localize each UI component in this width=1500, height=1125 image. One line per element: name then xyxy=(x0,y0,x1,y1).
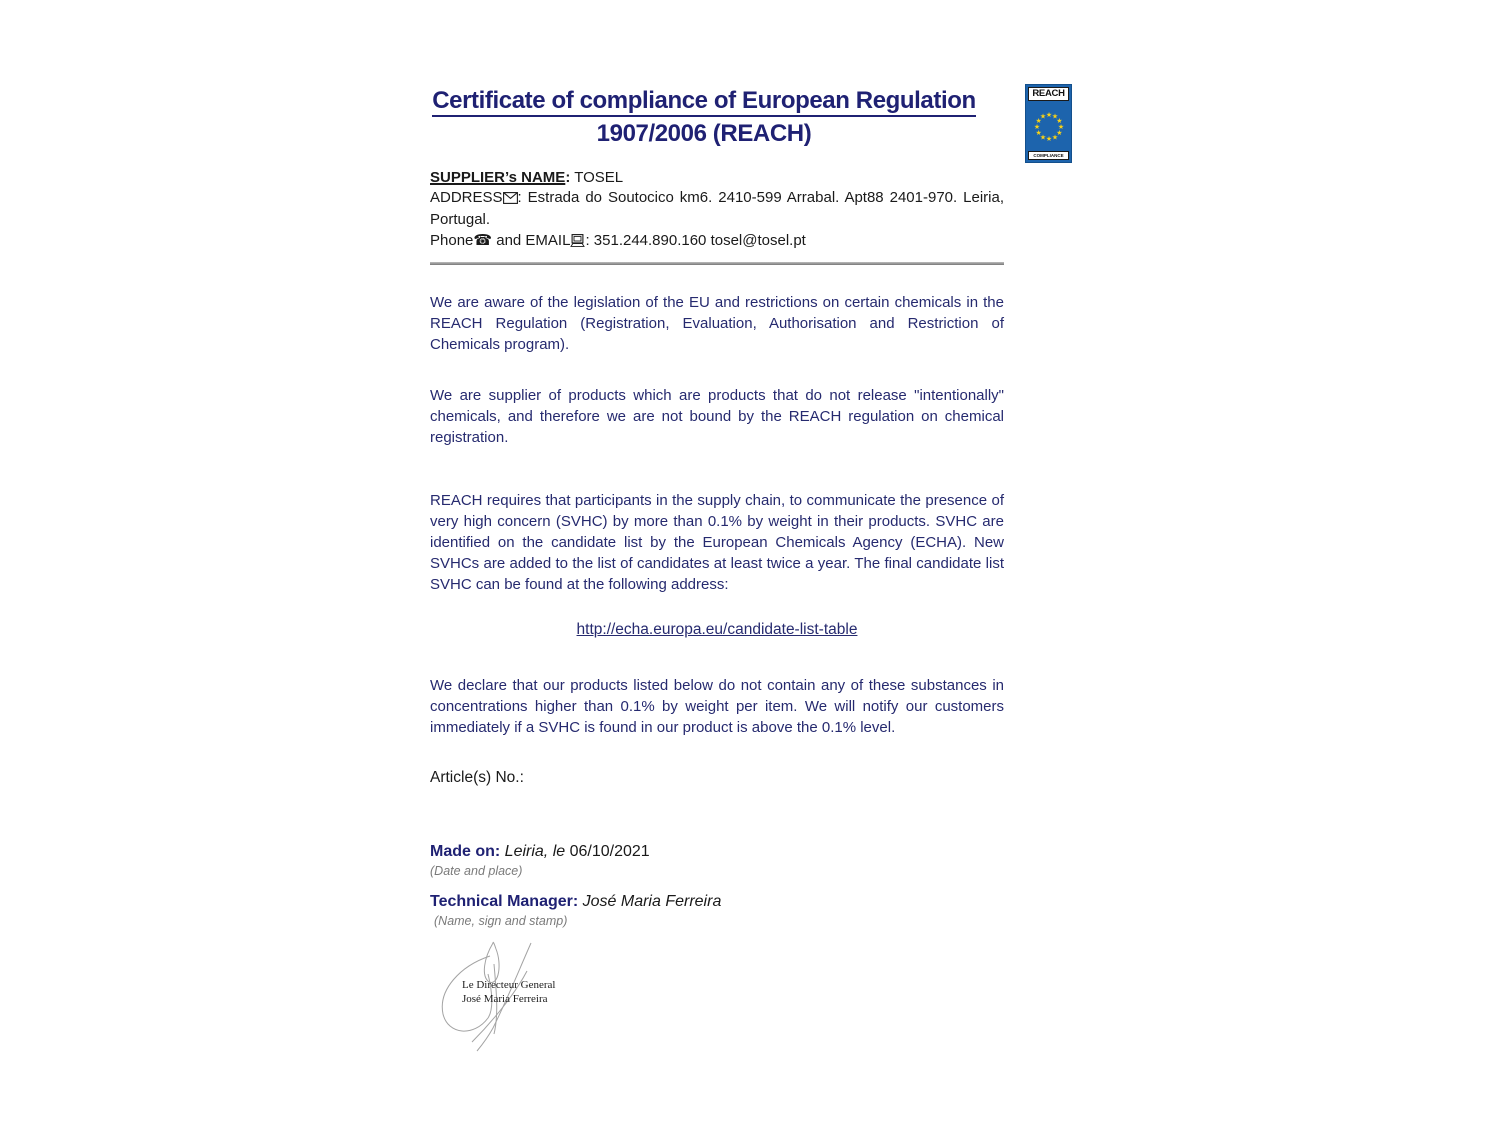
candidate-list-link-line xyxy=(430,621,1004,639)
name-sign-stamp-note: (Name, sign and stamp) xyxy=(434,914,568,928)
title-line-1: Certificate of compliance of European Regulation xyxy=(432,87,976,117)
phone-label: Phone xyxy=(430,232,474,249)
technical-manager-line xyxy=(430,893,721,911)
envelope-icon xyxy=(503,190,518,210)
eu-star-icon: ★ xyxy=(1051,112,1059,121)
article-number-label: Article(s) No.: xyxy=(430,769,524,786)
eu-star-icon: ★ xyxy=(1051,133,1059,142)
telephone-icon: ☎ xyxy=(473,231,493,249)
email-label: and EMAIL xyxy=(492,232,571,249)
made-on-label: Made on: xyxy=(430,843,501,860)
technical-manager-label: Technical Manager: xyxy=(430,893,579,910)
reach-logo-label: REACH xyxy=(1028,87,1069,101)
contact-value: : 351.244.890.160 tosel@tosel.pt xyxy=(585,232,806,249)
made-on-date: 06/10/2021 xyxy=(569,843,650,860)
compliance-logo-label: COMPLIANCE xyxy=(1028,151,1069,160)
technical-manager-name: José Maria Ferreira xyxy=(578,893,722,910)
supplier-block xyxy=(430,168,1004,253)
eu-star-icon: ★ xyxy=(1035,129,1042,137)
eu-star-icon: ★ xyxy=(1039,112,1047,121)
reach-compliance-logo xyxy=(1025,84,1072,163)
eu-star-icon: ★ xyxy=(1035,117,1042,125)
eu-star-icon: ★ xyxy=(1045,111,1053,119)
stamp-text-line-1: Le Directeur General xyxy=(462,979,556,991)
title-line-2: 1907/2006 (REACH) xyxy=(596,120,812,147)
paragraph-declaration: We declare that our products listed below do not contain any of these substances in concentrations higher than 0.1% by weight per item. We will notify our customers immediately if a SVHC is found in our product is above the 0.1% level. xyxy=(430,677,1004,736)
eu-star-icon: ★ xyxy=(1045,135,1053,143)
address-value: : Estrada do Soutocico km6. 2410-599 Arrabal. Apt88 2401-970. Leiria, Portugal. xyxy=(430,189,1004,228)
eu-star-icon: ★ xyxy=(1056,129,1063,137)
supplier-name-value: TOSEL xyxy=(570,169,624,186)
paragraph-supplier-status: We are supplier of products which are products that do not release "intentionally" chemicals, and therefore we are not bound by the REACH regulation on chemical registration. xyxy=(430,387,1004,446)
supplier-name-line: SUPPLIER’s NAME: TOSEL xyxy=(430,169,624,186)
date-place-note: (Date and place) xyxy=(430,864,523,878)
supplier-contact-line xyxy=(430,230,1004,253)
supplier-address-line xyxy=(430,188,1004,230)
signature-block xyxy=(430,940,570,1065)
paragraph-reach-requirements: REACH requires that participants in the supply chain, to communicate the presence of very high concern (SVHC) by more than 0.1% by weight in their products. SVHC are identified on the candidate list by the European Chemicals Agency (ECHA). New SVHCs are added to the list of candidates at least twice a year. The final candidate list SVHC can be found at the following address: xyxy=(430,492,1004,593)
eu-star-icon: ★ xyxy=(1039,133,1047,142)
computer-icon xyxy=(570,233,585,253)
made-on-place: Leiria, le xyxy=(500,843,570,860)
supplier-name-label: SUPPLIER’s NAME xyxy=(430,169,566,186)
address-label: ADDRESS xyxy=(430,189,503,206)
stamp-text xyxy=(462,978,572,1006)
paragraph-awareness: We are aware of the legislation of the EU and restrictions on certain chemicals in the REACH Regulation (Registration, Evaluation, Authorisation and Restriction of Chemicals program). xyxy=(430,294,1004,353)
eu-star-icon: ★ xyxy=(1057,123,1065,131)
candidate-list-link[interactable]: http://echa.europa.eu/candidate-list-table xyxy=(576,621,858,638)
stamp-text-line-2: José Maria Ferreira xyxy=(462,993,548,1005)
made-on-line xyxy=(430,843,650,861)
eu-star-icon: ★ xyxy=(1056,117,1063,125)
eu-star-icon: ★ xyxy=(1033,123,1041,131)
certificate-title xyxy=(430,84,978,150)
section-divider xyxy=(430,262,1004,265)
